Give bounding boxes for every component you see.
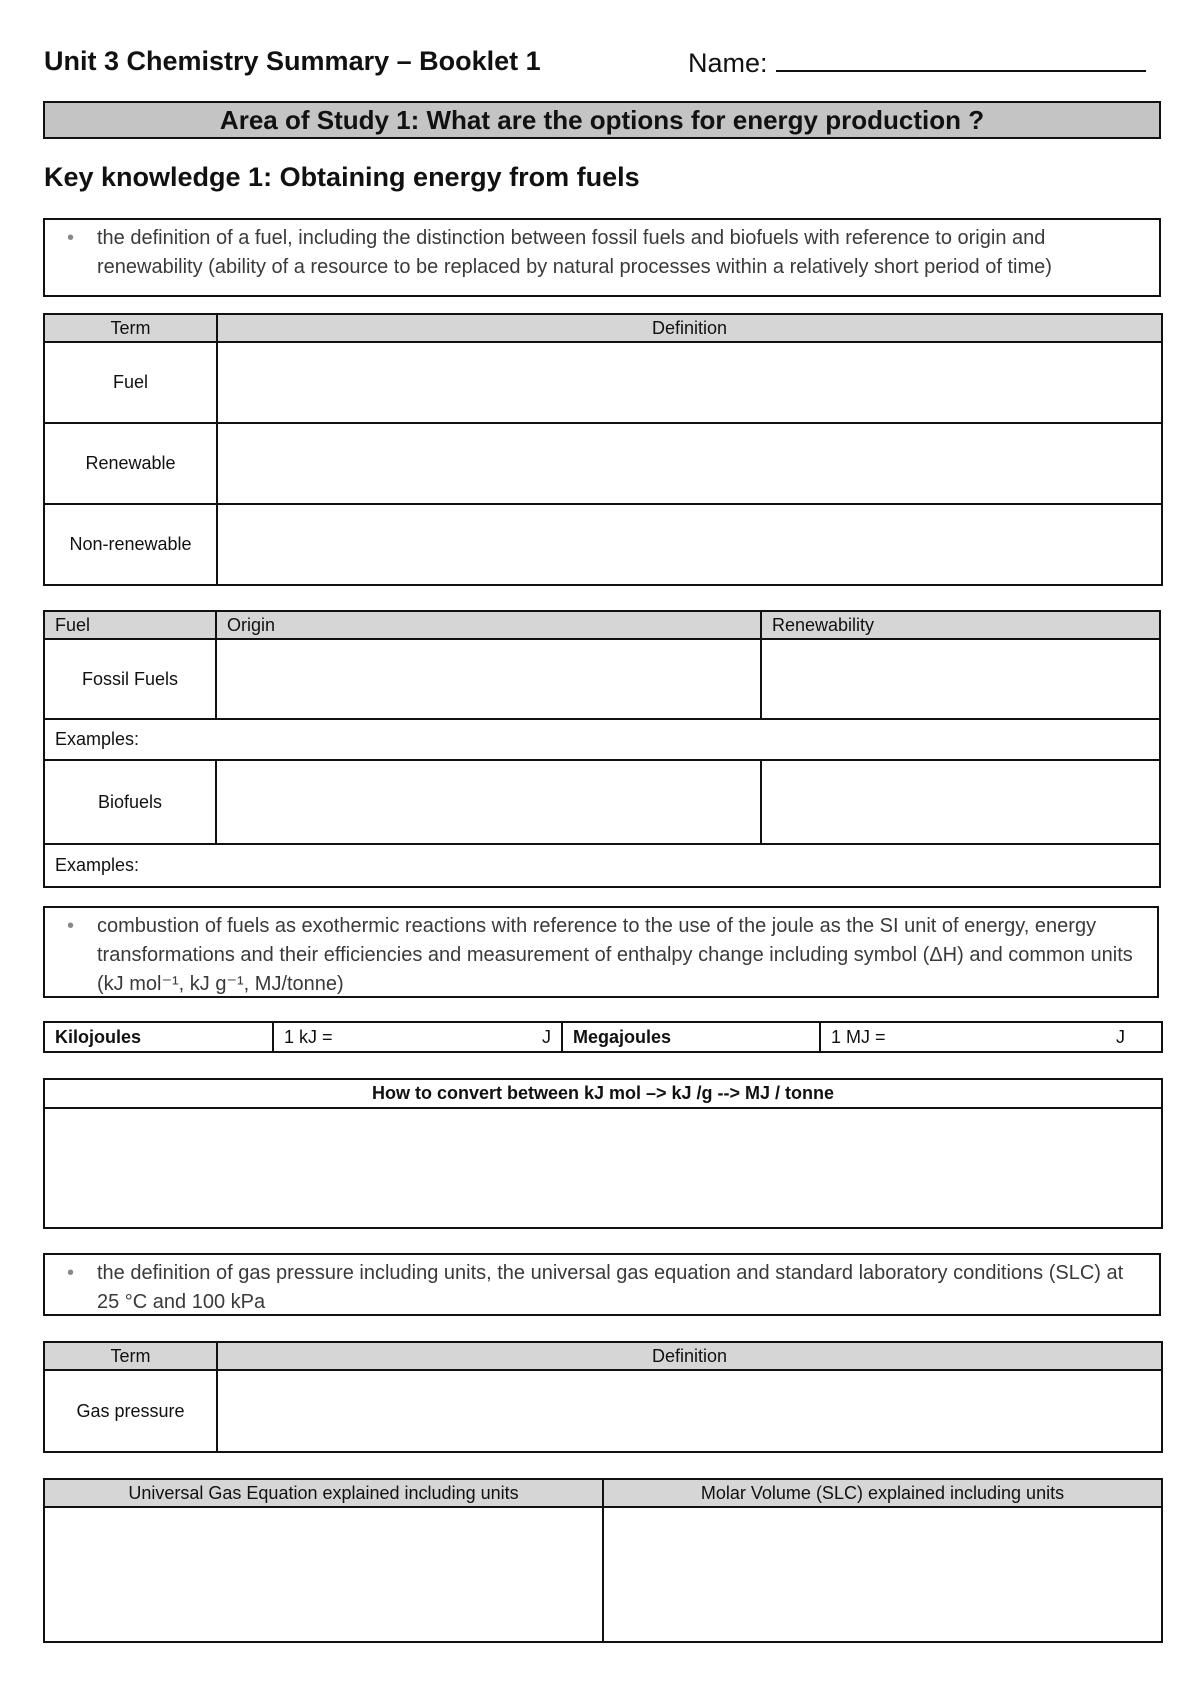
gas-equation-answer[interactable] (44, 1507, 603, 1642)
name-blank[interactable] (776, 46, 1146, 72)
mj-equation: 1 MJ = (831, 1026, 886, 1047)
megajoules-label: Megajoules (562, 1022, 820, 1052)
col-term: Term (44, 1342, 217, 1370)
bullet-icon: • (67, 227, 75, 249)
term-renewable: Renewable (44, 423, 217, 504)
key-point-fuel-definition (43, 218, 1161, 297)
mj-conversion-cell[interactable] (820, 1022, 1162, 1052)
conversion-table (43, 1078, 1163, 1229)
page-title: Unit 3 Chemistry Summary – Booklet 1 (44, 46, 541, 76)
conversion-answer-area[interactable] (44, 1108, 1162, 1228)
bullet-icon: • (67, 1262, 75, 1284)
kilojoules-label: Kilojoules (44, 1022, 273, 1052)
gas-pressure-terms-table (43, 1341, 1163, 1453)
key-point-text: the definition of a fuel, including the distinction between fossil fuels and biofuels with reference to origin and renewability (ability of a resource to be replaced by natural processes within a relatively short period of time) (97, 227, 1052, 278)
examples-label: Examples: (55, 729, 140, 749)
col-term: Term (44, 314, 217, 342)
key-point-text: the definition of gas pressure including units, the universal gas equation and standard laboratory conditions (SLC) at 25 °C and 100 kPa (97, 1262, 1124, 1313)
energy-units-table (43, 1021, 1163, 1053)
terms-table (43, 313, 1163, 586)
renewability-cell[interactable] (761, 760, 1160, 844)
area-of-study-banner: Area of Study 1: What are the options for energy production ? (43, 101, 1161, 139)
col-definition: Definition (217, 1342, 1162, 1370)
kj-conversion-cell[interactable] (273, 1022, 562, 1052)
definition-cell[interactable] (217, 423, 1162, 504)
renewability-cell[interactable] (761, 639, 1160, 719)
definition-cell[interactable] (217, 342, 1162, 423)
fuel-biofuels: Biofuels (44, 760, 216, 844)
fuels-table (43, 610, 1161, 888)
definition-cell[interactable] (217, 504, 1162, 585)
col-molar-volume: Molar Volume (SLC) explained including units (603, 1479, 1162, 1507)
fuel-fossil: Fossil Fuels (44, 639, 216, 719)
bullet-icon: • (67, 915, 75, 937)
col-fuel: Fuel (44, 611, 216, 639)
definition-cell[interactable] (217, 1370, 1162, 1452)
name-label: Name: (688, 48, 768, 78)
key-point-text: combustion of fuels as exothermic reactions with reference to the use of the joule as the SI unit of energy, energy transformations and their efficiencies and measurement of enthalpy change including symbol (ΔH) and common units (kJ mol⁻¹, kJ g⁻¹, MJ/tonne) (97, 915, 1133, 995)
molar-volume-answer[interactable] (603, 1507, 1162, 1642)
term-gas-pressure: Gas pressure (44, 1370, 217, 1452)
origin-cell[interactable] (216, 760, 761, 844)
fossil-examples-row[interactable] (44, 719, 1160, 760)
col-renewability: Renewability (761, 611, 1160, 639)
joule-unit: J (542, 1026, 551, 1047)
biofuel-examples-row[interactable] (44, 844, 1160, 887)
key-point-gas-pressure (43, 1253, 1161, 1316)
conversion-heading: How to convert between kJ mol –> kJ /g --> MJ / tonne (44, 1079, 1162, 1108)
gas-equation-table (43, 1478, 1163, 1643)
examples-label: Examples: (55, 855, 140, 875)
col-origin: Origin (216, 611, 761, 639)
col-definition: Definition (217, 314, 1162, 342)
key-knowledge-heading: Key knowledge 1: Obtaining energy from fuels (44, 162, 640, 192)
key-point-combustion (43, 906, 1159, 998)
term-fuel: Fuel (44, 342, 217, 423)
term-non-renewable: Non-renewable (44, 504, 217, 585)
kj-equation: 1 kJ = (284, 1026, 333, 1047)
name-field (688, 46, 1146, 79)
origin-cell[interactable] (216, 639, 761, 719)
joule-unit: J (1116, 1026, 1125, 1047)
col-universal-gas-equation: Universal Gas Equation explained including units (44, 1479, 603, 1507)
